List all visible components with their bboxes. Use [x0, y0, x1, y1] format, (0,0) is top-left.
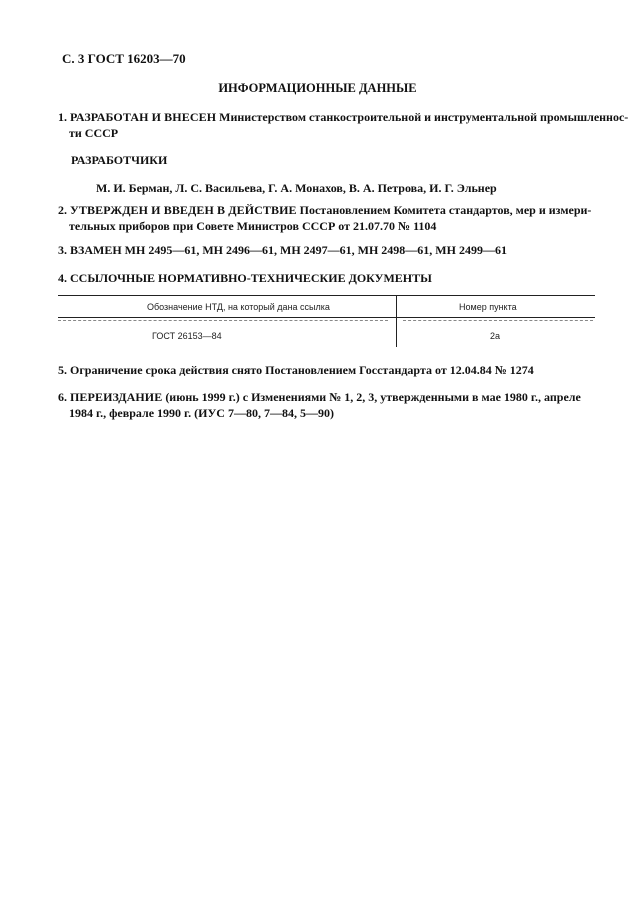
item-3: [58, 242, 507, 258]
item-4-number: 4.: [58, 271, 67, 285]
item-2-text-line2: тельных приборов при Совете Министров СССР от 21.07.70 № 1104: [69, 219, 437, 233]
item-2-number: 2.: [58, 203, 67, 217]
item-6-text-line1: (июнь 1999 г.) с Изменениями № 1, 2, 3, утвержденными в мае 1980 г., апреле: [165, 390, 581, 404]
item-3-text: ВЗАМЕН МН 2495—61, МН 2496—61, МН 2497—61, МН 2498—61, МН 2499—61: [70, 243, 507, 257]
page-header: С. 3 ГОСТ 16203—70: [62, 51, 186, 66]
item-4-text: ССЫЛОЧНЫЕ НОРМАТИВНО-ТЕХНИЧЕСКИЕ ДОКУМЕНТЫ: [70, 271, 432, 285]
item-1-number: 1.: [58, 110, 67, 124]
item-1-text-line2: ти СССР: [69, 126, 119, 140]
table-header-dash: [58, 320, 388, 321]
developers-heading: РАЗРАБОТЧИКИ: [71, 153, 168, 167]
item-2-text-line1: Постановлением Комитета стандартов, мер и измери-: [299, 203, 592, 217]
table-top-rule: [58, 295, 595, 296]
section-title: ИНФОРМАЦИОННЫЕ ДАННЫЕ: [218, 81, 417, 95]
item-1-text-line1: Министерством станкостроительной и инструментальной промышленнос-: [219, 110, 629, 124]
item-5-number: 5.: [58, 363, 67, 377]
table-header-point: Номер пункта: [459, 302, 517, 312]
item-5: [58, 362, 534, 378]
item-1-label: РАЗРАБОТАН И ВНЕСЕН: [70, 110, 217, 124]
item-6-number: 6.: [58, 390, 67, 404]
item-3-number: 3.: [58, 243, 67, 257]
item-2: [58, 202, 591, 234]
table-header-rule: [58, 317, 595, 318]
table-row-doc: ГОСТ 26153—84: [152, 331, 222, 341]
item-4: [58, 270, 432, 286]
item-6-text-line2: 1984 г., феврале 1990 г. (ИУС 7—80, 7—84, 5—90): [69, 406, 334, 420]
table-header-document: Обозначение НТД, на который дана ссылка: [147, 302, 330, 312]
item-1: [58, 109, 628, 141]
table-header-dash-2: [403, 320, 593, 321]
table-row-point: 2а: [490, 331, 501, 341]
table-column-divider: [396, 295, 397, 347]
item-6-label: ПЕРЕИЗДАНИЕ: [70, 390, 163, 404]
item-5-text: Ограничение срока действия снято Постановлением Госстандарта от 12.04.84 № 1274: [70, 363, 534, 377]
item-6: [58, 389, 581, 421]
developers-names: М. И. Берман, Л. С. Васильева, Г. А. Монахов, В. А. Петрова, И. Г. Эльнер: [96, 181, 497, 195]
item-2-label: УТВЕРЖДЕН И ВВЕДЕН В ДЕЙСТВИЕ: [70, 203, 297, 217]
